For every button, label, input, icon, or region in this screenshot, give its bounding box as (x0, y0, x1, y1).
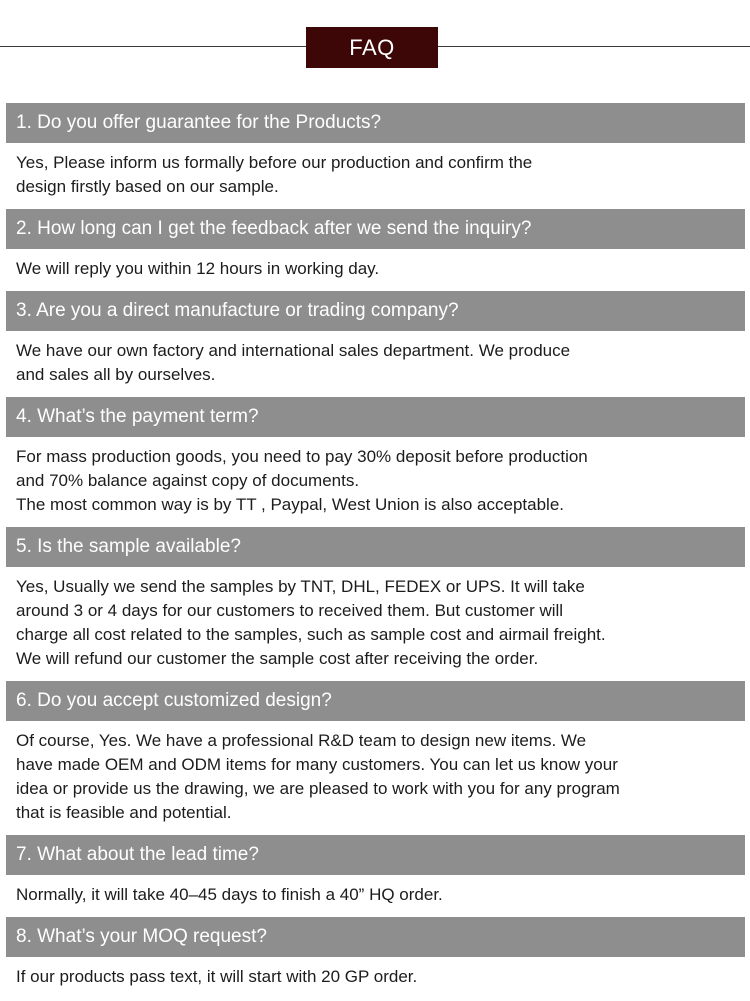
faq-question: 8. What’s your MOQ request? (6, 917, 745, 957)
answer-line: around 3 or 4 days for our customers to received them. But customer will (16, 601, 564, 620)
faq-answer (6, 249, 745, 291)
faq-item-4 (6, 397, 745, 527)
faq-answer (6, 957, 745, 999)
answer-line: Yes, Please inform us formally before our production and confirm the (16, 153, 533, 172)
faq-item-6 (6, 681, 745, 835)
faq-item-2 (6, 209, 745, 291)
page-title: FAQ (306, 27, 438, 68)
faq-item-5 (6, 527, 745, 681)
faq-question: 6. Do you accept customized design? (6, 681, 745, 721)
faq-list (6, 103, 745, 999)
answer-line: and sales all by ourselves. (16, 365, 216, 384)
faq-item-7 (6, 835, 745, 917)
faq-question: 3. Are you a direct manufacture or trading company? (6, 291, 745, 331)
faq-answer (6, 437, 745, 527)
answer-line: that is feasible and potential. (16, 803, 232, 822)
answer-line: charge all cost related to the samples, such as sample cost and airmail freight. (16, 625, 606, 644)
faq-question: 4. What’s the payment term? (6, 397, 745, 437)
answer-line: The most common way is by TT , Paypal, West Union is also acceptable. (16, 495, 565, 514)
faq-item-3 (6, 291, 745, 397)
faq-question: 5. Is the sample available? (6, 527, 745, 567)
answer-line: We have our own factory and international sales department. We produce (16, 341, 571, 360)
answer-line: Yes, Usually we send the samples by TNT, DHL, FEDEX or UPS. It will take (16, 577, 585, 596)
answer-line: If our products pass text, it will start with 20 GP order. (16, 967, 418, 986)
answer-line: have made OEM and ODM items for many customers. You can let us know your (16, 755, 618, 774)
faq-question: 7. What about the lead time? (6, 835, 745, 875)
faq-answer (6, 567, 745, 681)
faq-header (0, 27, 750, 68)
faq-item-8 (6, 917, 745, 999)
answer-line: We will refund our customer the sample cost after receiving the order. (16, 649, 539, 668)
answer-line: and 70% balance against copy of documents. (16, 471, 360, 490)
faq-answer (6, 875, 745, 917)
answer-line: Normally, it will take 40–45 days to finish a 40” HQ order. (16, 885, 443, 904)
faq-question: 2. How long can I get the feedback after we send the inquiry? (6, 209, 745, 249)
answer-line: We will reply you within 12 hours in working day. (16, 259, 380, 278)
faq-answer (6, 721, 745, 835)
answer-line: idea or provide us the drawing, we are pleased to work with you for any program (16, 779, 620, 798)
faq-answer (6, 331, 745, 397)
header-divider-right (438, 46, 750, 47)
header-divider-left (0, 46, 306, 47)
faq-question: 1. Do you offer guarantee for the Products? (6, 103, 745, 143)
answer-line: Of course, Yes. We have a professional R&D team to design new items. We (16, 731, 587, 750)
answer-line: For mass production goods, you need to pay 30% deposit before production (16, 447, 588, 466)
answer-line: design firstly based on our sample. (16, 177, 279, 196)
faq-item-1 (6, 103, 745, 209)
faq-answer (6, 143, 745, 209)
